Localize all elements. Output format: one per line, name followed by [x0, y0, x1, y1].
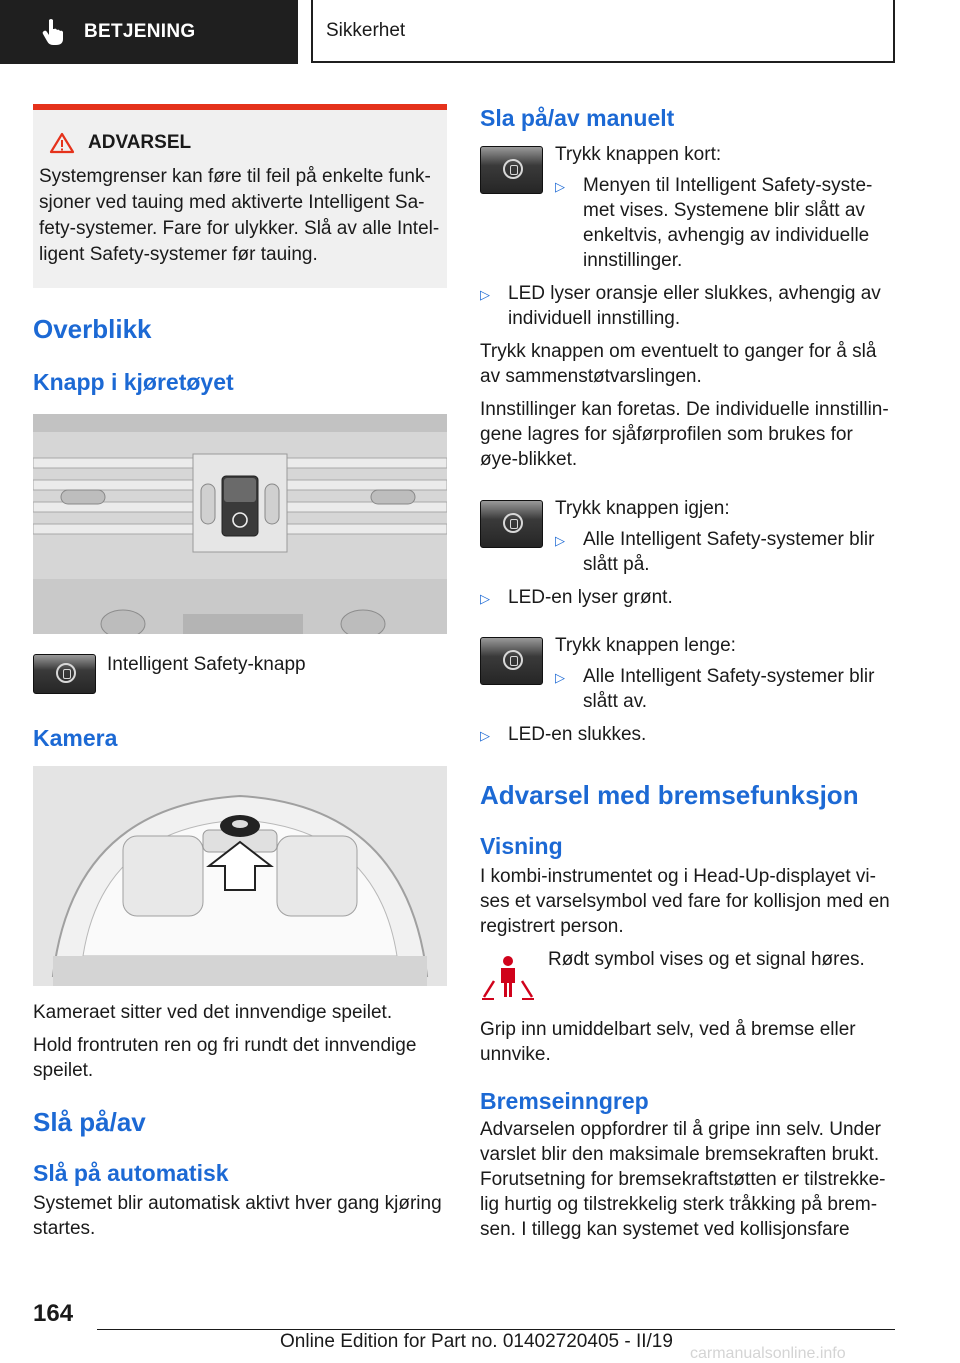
button-caption-row [33, 654, 447, 694]
dashboard-photo [33, 414, 447, 634]
safety-lock-icon [503, 159, 523, 179]
press-again-block [480, 496, 896, 577]
section-label: BETJENING [84, 21, 196, 42]
heading-brake-warning: Advarsel med bremsefunksjon [480, 780, 859, 810]
hand-pointer-icon [40, 18, 66, 46]
button-image-short [480, 146, 543, 194]
camera-clean-text: Hold frontruten ren og fri rundt det innvendige speilet. [33, 1035, 417, 1081]
pedestrian-warning-icon [480, 951, 536, 1003]
chapter-label: Sikkerhet [326, 19, 406, 41]
camera-photo [33, 766, 447, 986]
windshield-illustration [33, 766, 447, 986]
heading-manual-on-off: Sla på/av manuelt [480, 105, 675, 131]
long-press-bullet-2: ▷ LED-en slukkes. [480, 722, 896, 748]
bullet-triangle-icon: ▷ [480, 287, 490, 302]
long-press-label: Trykk knappen lenge: [555, 635, 736, 656]
short-press-label: Trykk knappen kort: [555, 144, 722, 165]
button-image-long [480, 637, 543, 685]
edition-text: Online Edition for Part no. 01402720405 - II/19 [280, 1331, 673, 1352]
warning-box [33, 104, 447, 288]
heading-camera: Kamera [33, 725, 118, 751]
press-again-label: Trykk knappen igjen: [555, 498, 730, 519]
section-tab [0, 0, 298, 64]
watermark: carmanualsonline.info [690, 1345, 846, 1362]
press-again-bullet-2: ▷ LED-en lyser grønt. [480, 585, 896, 611]
dashboard-illustration [33, 414, 447, 634]
safety-lock-icon [503, 513, 523, 533]
short-press-bullet-1: ▷ Menyen til Intelligent Safety-syste-met vises. Systemene blir slått av enkeltvis, avhengig av individuelle innstillinger. [555, 175, 873, 271]
intelligent-safety-button-image [33, 654, 96, 694]
button-image-again [480, 500, 543, 548]
footer-edition [280, 1331, 673, 1353]
right-column [480, 104, 896, 1242]
display-text: I kombi-instrumentet og i Head-Up-displayet vi-ses et varselsymbol ved fare for kollisjon med en registrert person. [480, 866, 890, 937]
symbol-caption: Rødt symbol vises og et signal høres. [548, 949, 865, 970]
heading-button-in-vehicle: Knapp i kjøretøyet [33, 369, 234, 395]
heading-on-off: Slå på/av [33, 1107, 146, 1137]
bullet-triangle-icon: ▷ [555, 533, 565, 548]
intervention-text: Advarselen oppfordrer til å gripe inn selv. Under varslet blir den maksimale bremsekraften brukt. Forutsetning for bremsekraftstøtten er tilstrekke-lig hurtig og tilstrekkelig sterk tråkking på brem-sen. I tillegg kan systemet ved kollisjonsfare [480, 1119, 886, 1240]
intervene-text: Grip inn umiddelbart selv, ved å bremse eller unnvike. [480, 1019, 856, 1065]
bullet-triangle-icon: ▷ [480, 591, 490, 606]
bullet-triangle-icon: ▷ [555, 670, 565, 685]
warning-text: Systemgrenser kan føre til feil på enkelte funk-sjoner ved tauing med aktiverte Intelligent Sa-fety-systemer. Fare for ulykker. Slå av alle Intel-ligent Safety-systemer før tauing. [39, 166, 440, 265]
short-press-block [480, 146, 896, 273]
heading-display: Visning [480, 833, 563, 859]
button-caption: Intelligent Safety-knapp [107, 654, 306, 675]
heading-overview: Overblikk [33, 314, 152, 344]
chapter-header [311, 0, 895, 63]
press-twice-text: Trykk knappen om eventuelt to ganger for å slå av sammenstøtvarslingen. [480, 341, 877, 387]
bullet-triangle-icon: ▷ [555, 179, 565, 194]
heading-auto-on: Slå på automatisk [33, 1160, 229, 1186]
left-column [33, 104, 447, 1241]
auto-on-text: Systemet blir automatisk aktivt hver gang kjøring startes. [33, 1193, 442, 1239]
warning-triangle-icon [49, 132, 75, 154]
short-press-bullet-2: ▷ LED lyser oransje eller slukkes, avhengig av individuell innstilling. [480, 283, 881, 329]
settings-text: Innstillinger kan foretas. De individuelle innstillin-gene lagres for sjåførprofilen som brukes for øye-blikket. [480, 399, 889, 470]
footer-divider [97, 1329, 895, 1330]
long-press-bullet-1: ▷ Alle Intelligent Safety-systemer blir slått av. [555, 666, 875, 712]
symbol-row [480, 951, 896, 1003]
safety-lock-icon [56, 663, 76, 683]
bullet-triangle-icon: ▷ [480, 728, 490, 743]
warning-title: ADVARSEL [88, 132, 192, 153]
heading-brake-intervention: Bremseinngrep [480, 1088, 649, 1114]
press-again-bullet-1: ▷ Alle Intelligent Safety-systemer blir slått på. [555, 529, 875, 575]
long-press-block [480, 633, 896, 714]
camera-location-text: Kameraet sitter ved det innvendige speilet. [33, 1002, 393, 1023]
safety-lock-icon [503, 650, 523, 670]
page-number: 164 [33, 1300, 74, 1327]
